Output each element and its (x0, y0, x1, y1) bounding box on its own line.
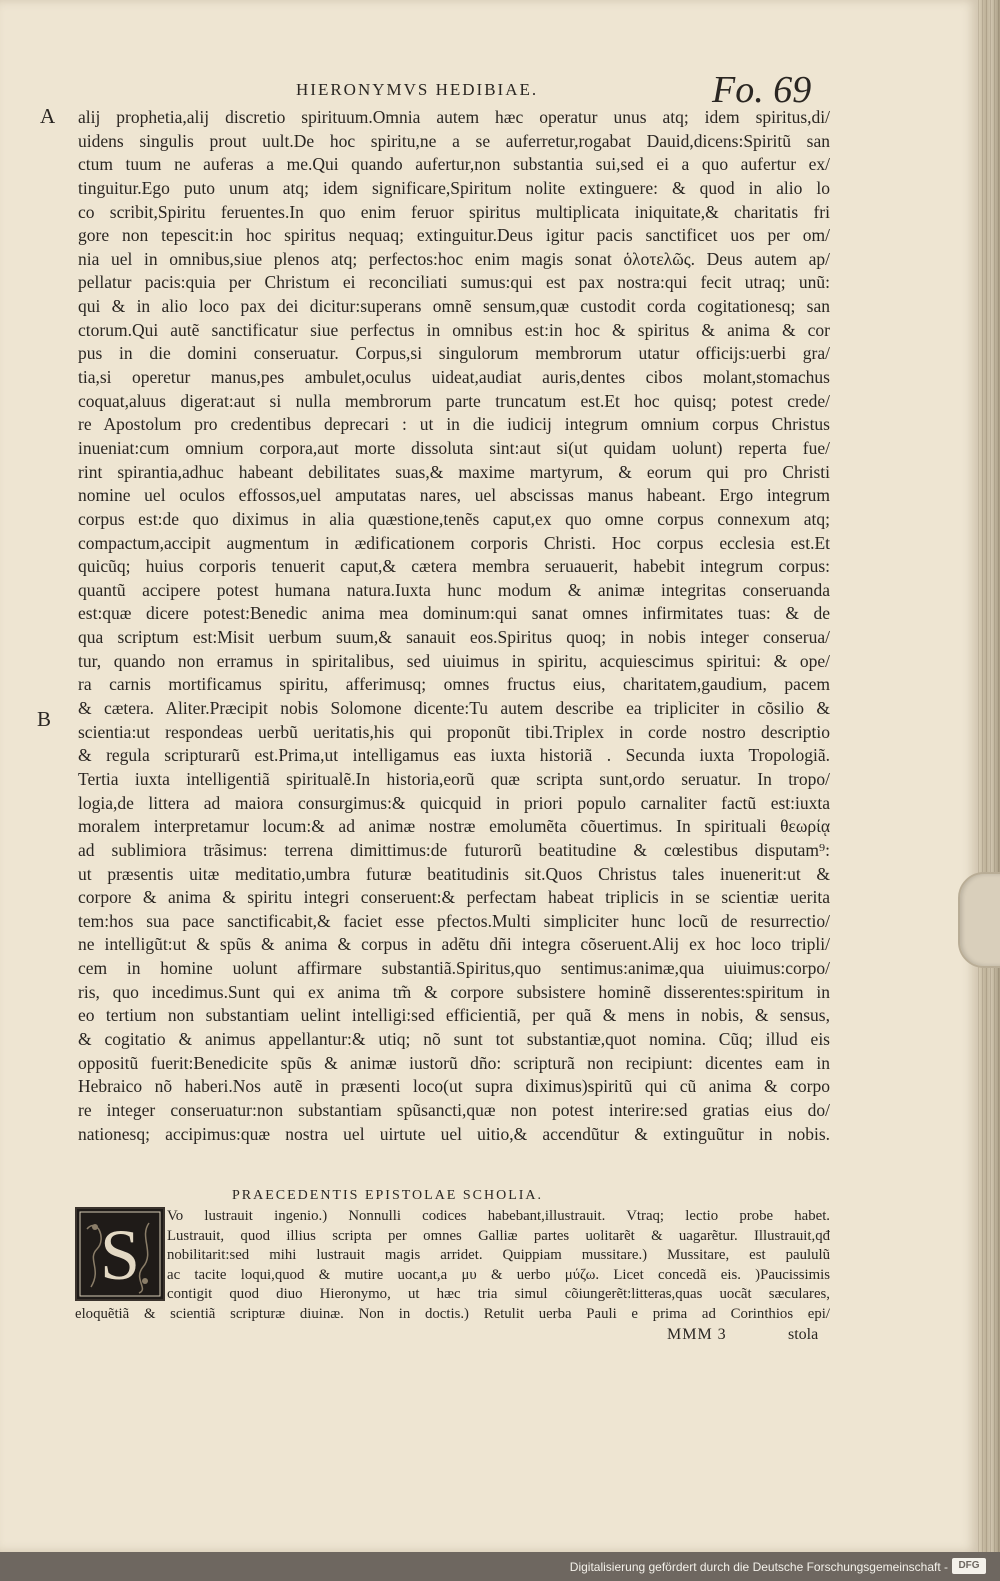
page-edge (978, 0, 1000, 1552)
text-line: ctum tuum ne auferas a me.Qui quando aufertur,non substantia sui,sed ei a quo aufertur ex/ (78, 154, 830, 175)
main-text-block (78, 106, 830, 1146)
text-line: inueniat:cum omnium corpora,aut morte dissoluta sint:aut si(ut quidam uolunt) reperta fue/ (78, 437, 830, 458)
scholia-title: PRAECEDENTIS EPISTOLAE SCHOLIA. (232, 1188, 544, 1203)
text-line: ctorum.Qui autẽ sanctificatur siue perfectus in omnibus est:in hoc & spiritus & anima & cor (78, 319, 830, 340)
text-line: alij prophetia,alij discretio spirituum.Omnia autem hæc operatur unus atq; idem spiritus,di/ (78, 107, 830, 127)
text-line: rint spirantia,adhuc habeant debilitates suas,& maxime martyrum, & eorum qui pro Christi (78, 461, 830, 482)
text-line: tia,si operetur manus,pes ambulet,oculus uideat,audiat auris,dentes cibos molant,stomachus (78, 367, 830, 388)
text-line: oppositũ fuerit:Benedicite spũs & animæ iustorũ dño: scripturã non recipiunt: dicentes eam in (78, 1052, 830, 1073)
text-line: nationesq; accipimus:quæ nostra uel uirtute uel uitio,& accendũtur & extinguũtur in nobis. (78, 1123, 830, 1144)
text-line: re Apostolum pro credentibus deprecari : ut in die iudicij integrum omnium corpus Christus (78, 414, 830, 435)
text-line: logia,de littera ad maiora consurgimus:& quicquid in priori populo carnaliter factũ est:iuxta (78, 792, 830, 813)
scholia-line: contigit quod diuo Hieronymo, ut hæc tria simul cõiungerẽt:litteras,quas uocãt sæculares, (167, 1286, 830, 1303)
folio-number: Fo. 69 (712, 69, 812, 111)
text-line: pus in die domini conseruatur. Corpus,si singulorum membrorum utatur officijs:uerbi gra/ (78, 343, 830, 364)
text-line: nomine uel oculos effossos,uel amputatas nares, uel abscissas manus habeant. Ergo integrum (78, 485, 830, 506)
dfg-logo: DFG (952, 1558, 986, 1574)
text-line: coquat,aluus digerat:aut si nulla membrorum parte truncatum est.Et hoc quisq; potest crede/ (78, 390, 830, 411)
scholia-line: nobilitarit:sed mihi lustrauit magis arridet. Quippiam mussitare.) Mussitare, est paululũ (167, 1247, 830, 1264)
text-line: eo tertium non substantiam uelint intelligi:sed efficientiã, per quã & mens in nobis, & sensus, (78, 1005, 830, 1026)
text-line: ut præsentis uitæ meditatio,umbra futuræ beatitudinis sit.Quos Christus tales inuenerit:ut & (78, 863, 830, 884)
text-line: cem in homine uolunt affirmare substantiã.Spiritus,quo sentimus:animæ,qua uiuimus:corpo/ (78, 958, 830, 979)
scholia-line: Vo lustrauit ingenio.) Nonnulli codices habebant,illustrauit. Vtraq; lectio probe habet. (167, 1208, 830, 1224)
catchword: stola (788, 1326, 819, 1343)
margin-letter-a: A (40, 104, 56, 128)
text-line: & cætera. Aliter.Præcipit nobis Solomone dicente:Tu autem describe ea tripliciter in cõsilio & (78, 698, 830, 719)
text-line: & cogitatio & animus appellantur:& utiq; nõ sunt tot substantiæ,quot nomina. Cũq; illud eis (78, 1028, 830, 1049)
text-line: ra carnis mortificamus spiritu, afferimusq; omnes fructus eius, charitatem,gaudium, pacem (78, 674, 830, 695)
text-line: quantũ accipere potest humana natura.Iuxta hunc modum & animæ integritas conseruanda (78, 579, 830, 600)
scholia-last-line: eloquẽtiã & scientiã scripturæ diuinæ. Non in doctis.) Retulit uerba Pauli e prima ad Corinthios epi/ (75, 1306, 830, 1322)
initial-letter: S (99, 1215, 141, 1295)
text-line: scientia:ut respondeas uerbũ ueritatis,his qui proponũt tibi.Triplex in corde nostro descriptio (78, 721, 830, 742)
text-line: pellatur pacis:quia per Christum ei reconciliati sumus:qui est pax nostra:qui fecit utraq; unũ: (78, 272, 830, 293)
text-line: & regula scripturarũ est.Prima,ut intelligamus eas iuxta historiã . Secunda iuxta Tropologiã. (78, 745, 830, 766)
margin-letter-b: B (37, 707, 52, 731)
text-line: Tertia iuxta intelligentiã spiritualẽ.In historia,eorũ quæ scripta sunt,ordo seruatur. In tropo/ (78, 768, 830, 789)
running-title: HIERONYMVS HEDIBIAE. (296, 80, 539, 99)
text-line: gore non tepescit:in hoc spiritus nequaq; extinguitur.Deus igitur pacis sanctificet uos per om/ (78, 225, 830, 246)
funding-credit: Digitalisierung gefördert durch die Deutsche Forschungsgemeinschaft - (569, 1560, 948, 1574)
text-line: ris, quo incedimus.Sunt qui ex anima tm̃ & corpore subsistere hominẽ disserentes:spiritum in (78, 981, 830, 1002)
book-clasp (958, 872, 1000, 968)
text-line: quicũq; huius corporis tenuerit caput,& cætera membra seruauerit, habebit integrum corpus: (78, 556, 830, 577)
text-line: nia uel in omnibus,siue plenos atq; perfectos:hoc enim magis sonat ὁλοτελῶς. Deus autem ap/ (78, 248, 830, 269)
text-line: re integer conseruatur:non substantiam spũsancti,quæ non potest interire:sed gratias eius do/ (78, 1099, 830, 1120)
text-line: compactum,accipit augmentum in ædificationem corporis Christi. Hoc corpus ecclesia est.Et (78, 532, 830, 553)
text-line: tinguitur.Ego puto unum atq; idem significare,Spiritum nolite extinguere: & quod in alio lo (78, 177, 830, 198)
text-line: Hebraico nõ haberi.Nos autẽ in præsenti loco(ut supra diximus)spiritũ qui cũ anima & corpo (78, 1076, 830, 1097)
text-line: moralem interpretamur locum:& ad animæ nostræ emolumẽta cõuertimus. In spirituali θεωρίᾳ (78, 816, 830, 837)
text-line: corpus est:de quo diximus in alia quæstione,tenẽs caput,ex quo omne corpus connexum atq; (78, 508, 830, 529)
text-line: uidens singulis prout uult.De hoc spiritu,ne a se auferretur,rogabat Dauid,dicens:Spiritũ san (78, 130, 830, 151)
signature-mark: MMM 3 (667, 1326, 727, 1343)
footer-bar (0, 1552, 1000, 1581)
text-line: qui & in alio loco pax dei dicitur:superans omnẽ sensum,quæ custodit corda cogitationesq; san (78, 296, 830, 317)
text-line: qua scriptum est:Misit uerbum suum,& sanauit eos.Spiritus quoq; in nobis integer conserua/ (78, 627, 830, 648)
text-line: tem:hos sua pace sanctificabit,& faciet esse pfectos.Multi simpliciter hunc locũ de resurrectio/ (78, 910, 830, 931)
scholia-line: Lustrauit, quod illius scripta per omnes Galliæ partes uolitarẽt & uagarẽtur. Illustrauit,qđ (167, 1227, 830, 1244)
decorated-initial (75, 1207, 165, 1301)
scholia-text-block (167, 1207, 830, 1305)
text-line: tur, quando non erramus in spiritalibus, sed uiuimus in spiritu, acquiescimus spiritui: & ope/ (78, 650, 830, 671)
text-line: co scribit,Spiritu feruentes.In quo enim feruor spiritus multiplicata iniquitate,& charitatis fri (78, 201, 830, 222)
scholia-line: ac tacite loqui,quod & mutire uocant,a μυ & uerbo μύζω. Licet concedã eis. )Paucissimis (167, 1266, 830, 1283)
text-line: corpore & anima & spiritu integri conseruent:& perfectam habeat triplicis in se scientiæ uerita (78, 887, 830, 908)
text-line: ne intelligũt:ut & spũs & anima & corpus in adẽtu dñi integra cõseruent.Alij ex hoc loco tripli/ (78, 934, 830, 955)
text-line: est:quæ dicere potest:Benedic anima mea dominum:qui sanat omnes infirmitates tuas: & de (78, 603, 830, 624)
text-line: ad sublimiora trãsimus: terrena dimittimus:de futurorũ beatitudine & cœlestibus disputam⁹: (78, 839, 830, 860)
